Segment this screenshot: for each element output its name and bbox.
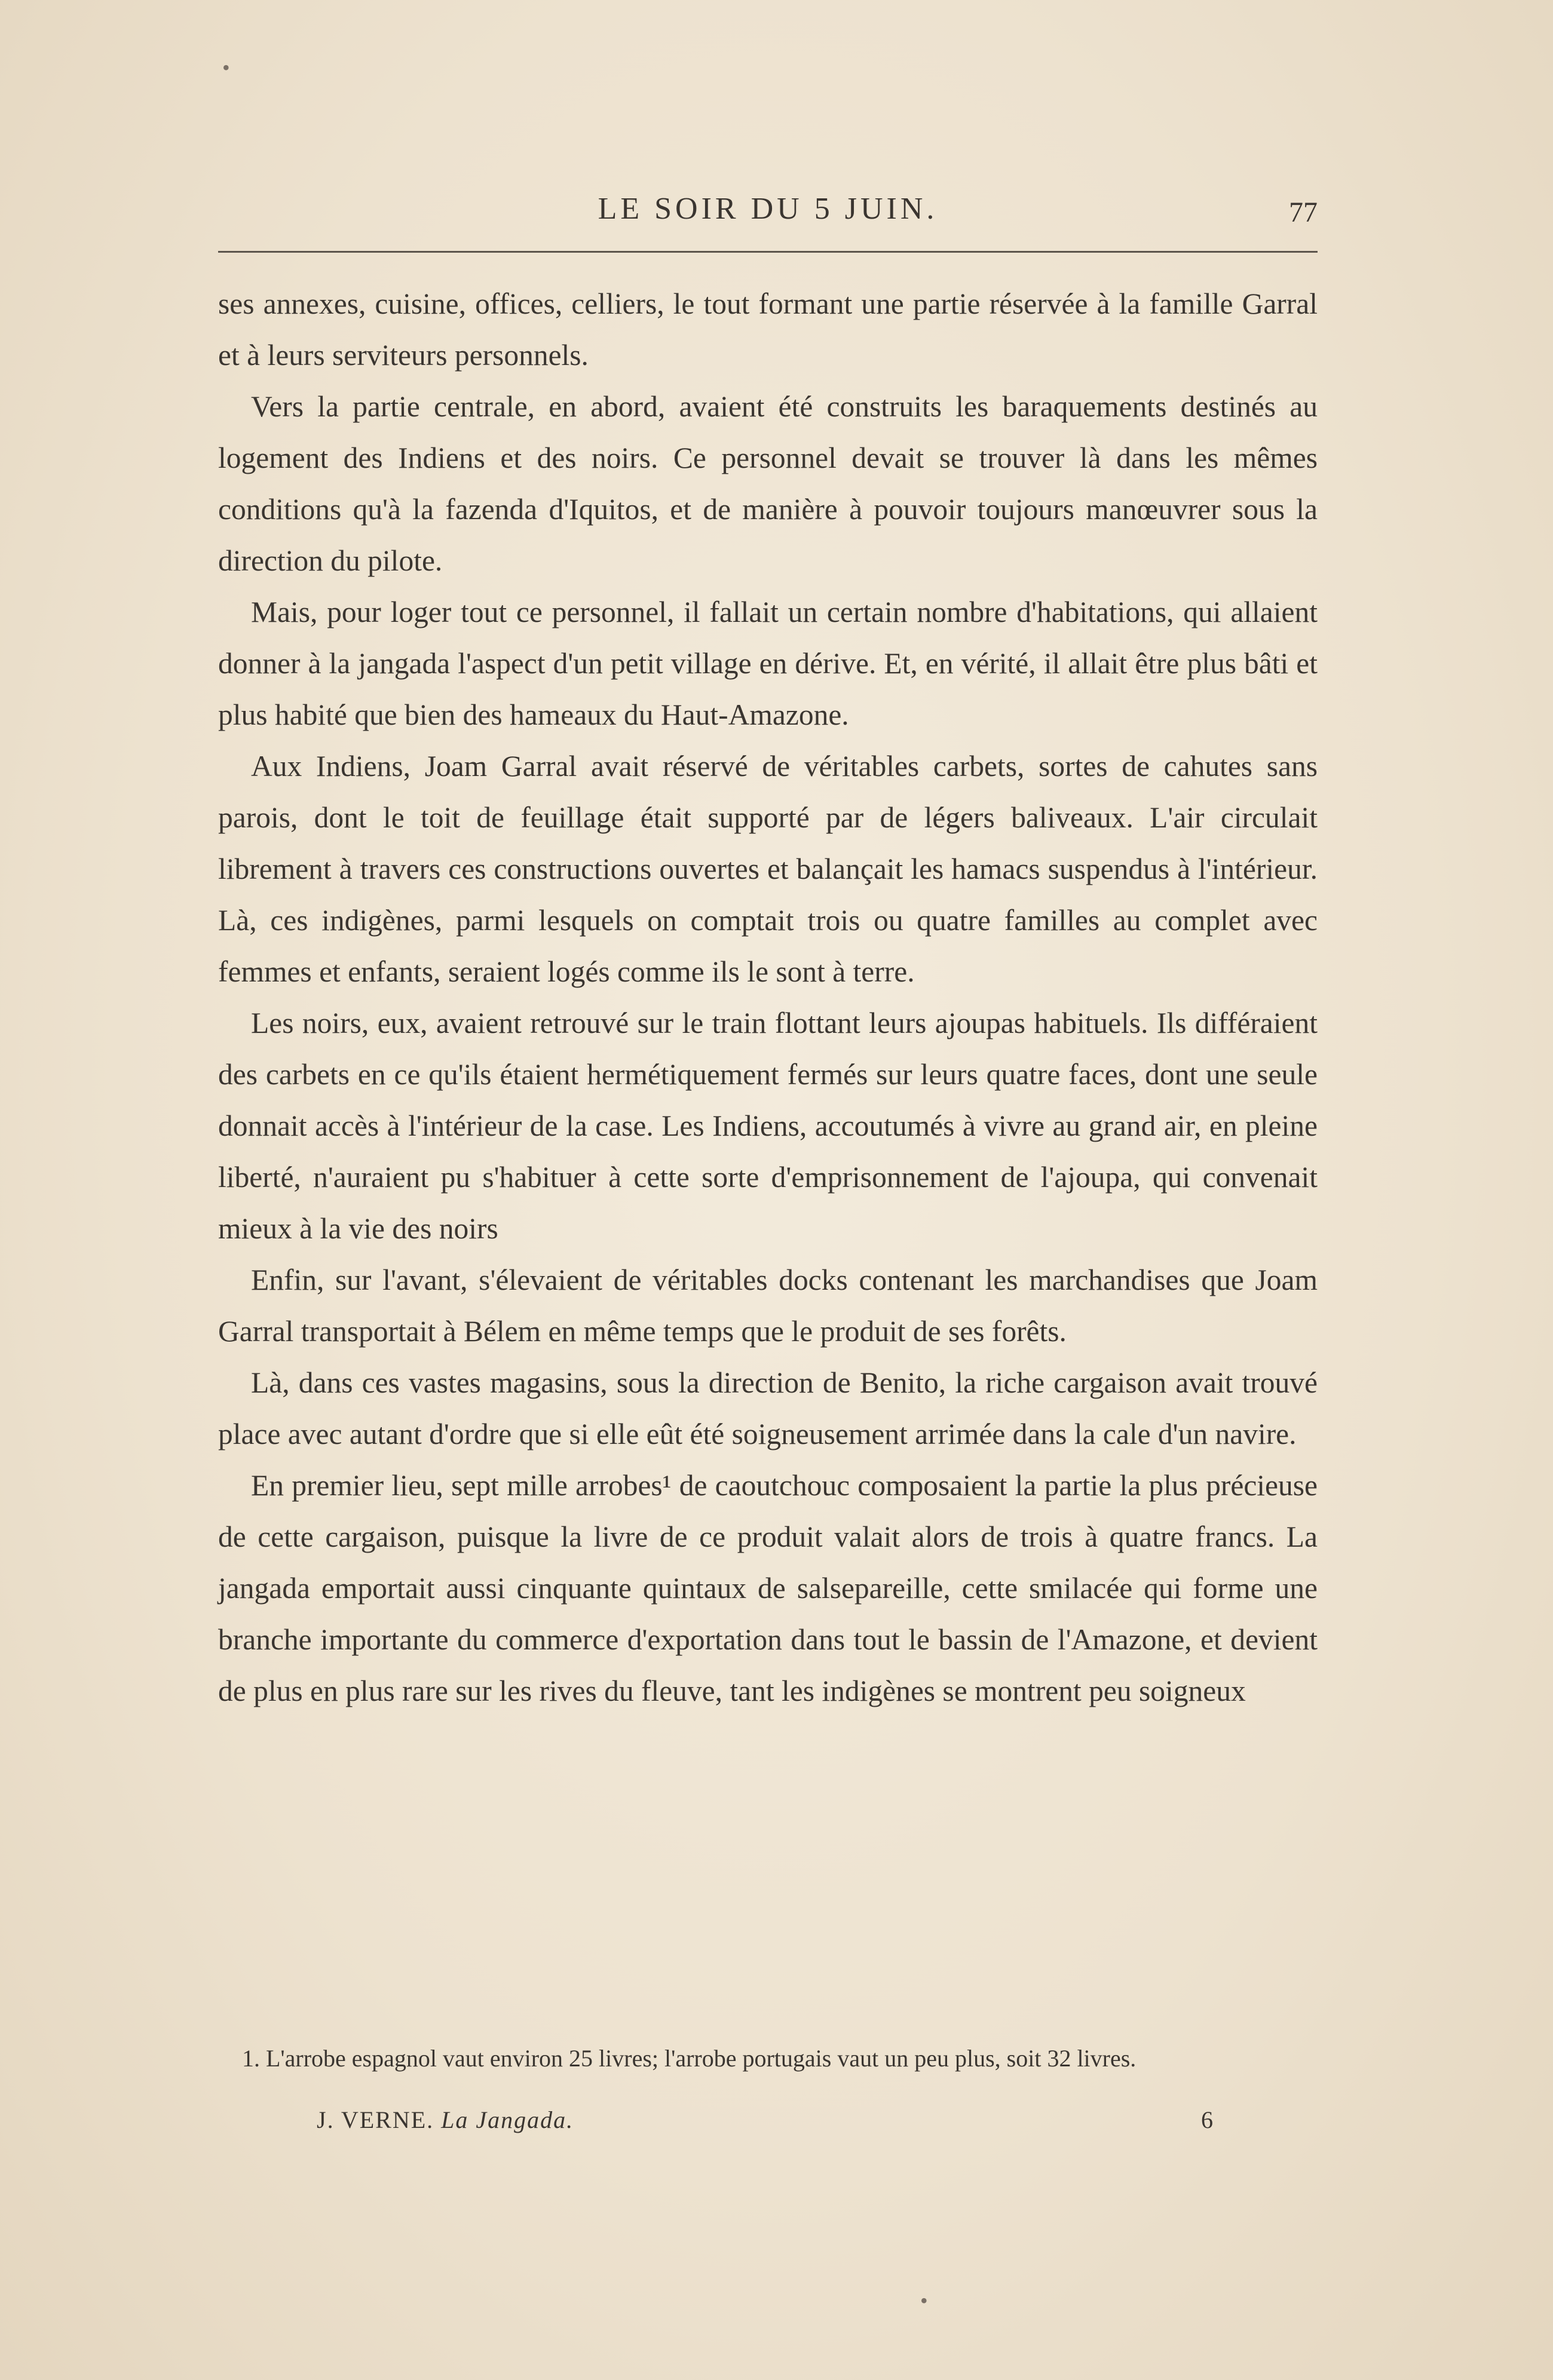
page-header	[218, 191, 1318, 239]
paragraph: Les noirs, eux, avaient retrouvé sur le train flottant leurs ajoupas habituels. Ils différaient des carbets en ce qu'ils étaient hermétiquement fermés sur leurs quatre faces, dont une seule donnait accès à l'intérieur de la case. Les Indiens, accoutumés à vivre au grand air, en pleine liberté, n'auraient pu s'habituer à cette sorte d'emprisonnement de l'ajoupa, qui convenait mieux à la vie des noirs	[218, 1007, 1318, 1245]
header-rule	[218, 251, 1318, 253]
paragraph: Aux Indiens, Joam Garral avait réservé de véritables carbets, sortes de cahutes sans parois, dont le toit de feuillage était supporté par de légers baliveaux. L'air circulait librement à travers ces constructions ouvertes et balançait les hamacs suspendus à l'intérieur. Là, ces indigènes, parmi lesquels on comptait trois ou quatre familles au complet avec femmes et enfants, seraient logés comme ils le sont à terre.	[218, 750, 1318, 988]
paragraph: Enfin, sur l'avant, s'élevaient de véritables docks contenant les marchandises que Joam Garral transportait à Bélem en même temps que le produit de ses forêts.	[218, 1263, 1318, 1348]
signature-book-title: La Jangada.	[441, 2106, 574, 2133]
footnote	[218, 2043, 1318, 2074]
page-number: 77	[1289, 197, 1318, 228]
signature-line	[317, 2106, 1213, 2142]
running-title: LE SOIR DU 5 JUIN.	[598, 192, 938, 226]
paragraph: Là, dans ces vastes magasins, sous la direction de Benito, la riche cargaison avait trouvé place avec autant d'ordre que si elle eût été soigneusement arrimée dans la cale d'un navire.	[218, 1366, 1318, 1450]
footnote-text: 1. L'arrobe espagnol vaut environ 25 livres; l'arrobe portugais vaut un peu plus, soit 32 livres.	[242, 2045, 1137, 2072]
signature-author: J. VERNE.	[317, 2106, 434, 2133]
paper-speck: •	[920, 2289, 928, 2312]
body-text	[218, 278, 1318, 1717]
paragraph: En premier lieu, sept mille arrobes¹ de caoutchouc composaient la partie la plus précieuse de cette cargaison, puisque la livre de ce produit valait alors de trois à quatre francs. La jangada emportait aussi cinquante quintaux de salsepareille, cette smilacée qui forme une branche importante du commerce d'exportation dans tout le bassin de l'Amazone, et devient de plus en plus rare sur les rives du fleuve, tant les indigènes se montrent peu soigneux	[218, 1469, 1318, 1707]
paragraph: Mais, pour loger tout ce personnel, il fallait un certain nombre d'habitations, qui allaient donner à la jangada l'aspect d'un petit village en dérive. Et, en vérité, il allait être plus bâti et plus habité que bien des hameaux du Haut-Amazone.	[218, 596, 1318, 731]
signature-sheet-number: 6	[1201, 2106, 1213, 2133]
signature-author-block	[317, 2106, 574, 2134]
paper-speck: •	[222, 56, 230, 79]
paragraph: Vers la partie centrale, en abord, avaient été construits les baraquements destinés au logement des Indiens et des noirs. Ce personnel devait se trouver là dans les mêmes conditions qu'à la fazenda d'Iquitos, et de manière à pouvoir toujours manœuvrer sous la direction du pilote.	[218, 390, 1318, 577]
paragraph: ses annexes, cuisine, offices, celliers, le tout formant une partie réservée à la famille Garral et à leurs serviteurs personnels.	[218, 287, 1318, 372]
